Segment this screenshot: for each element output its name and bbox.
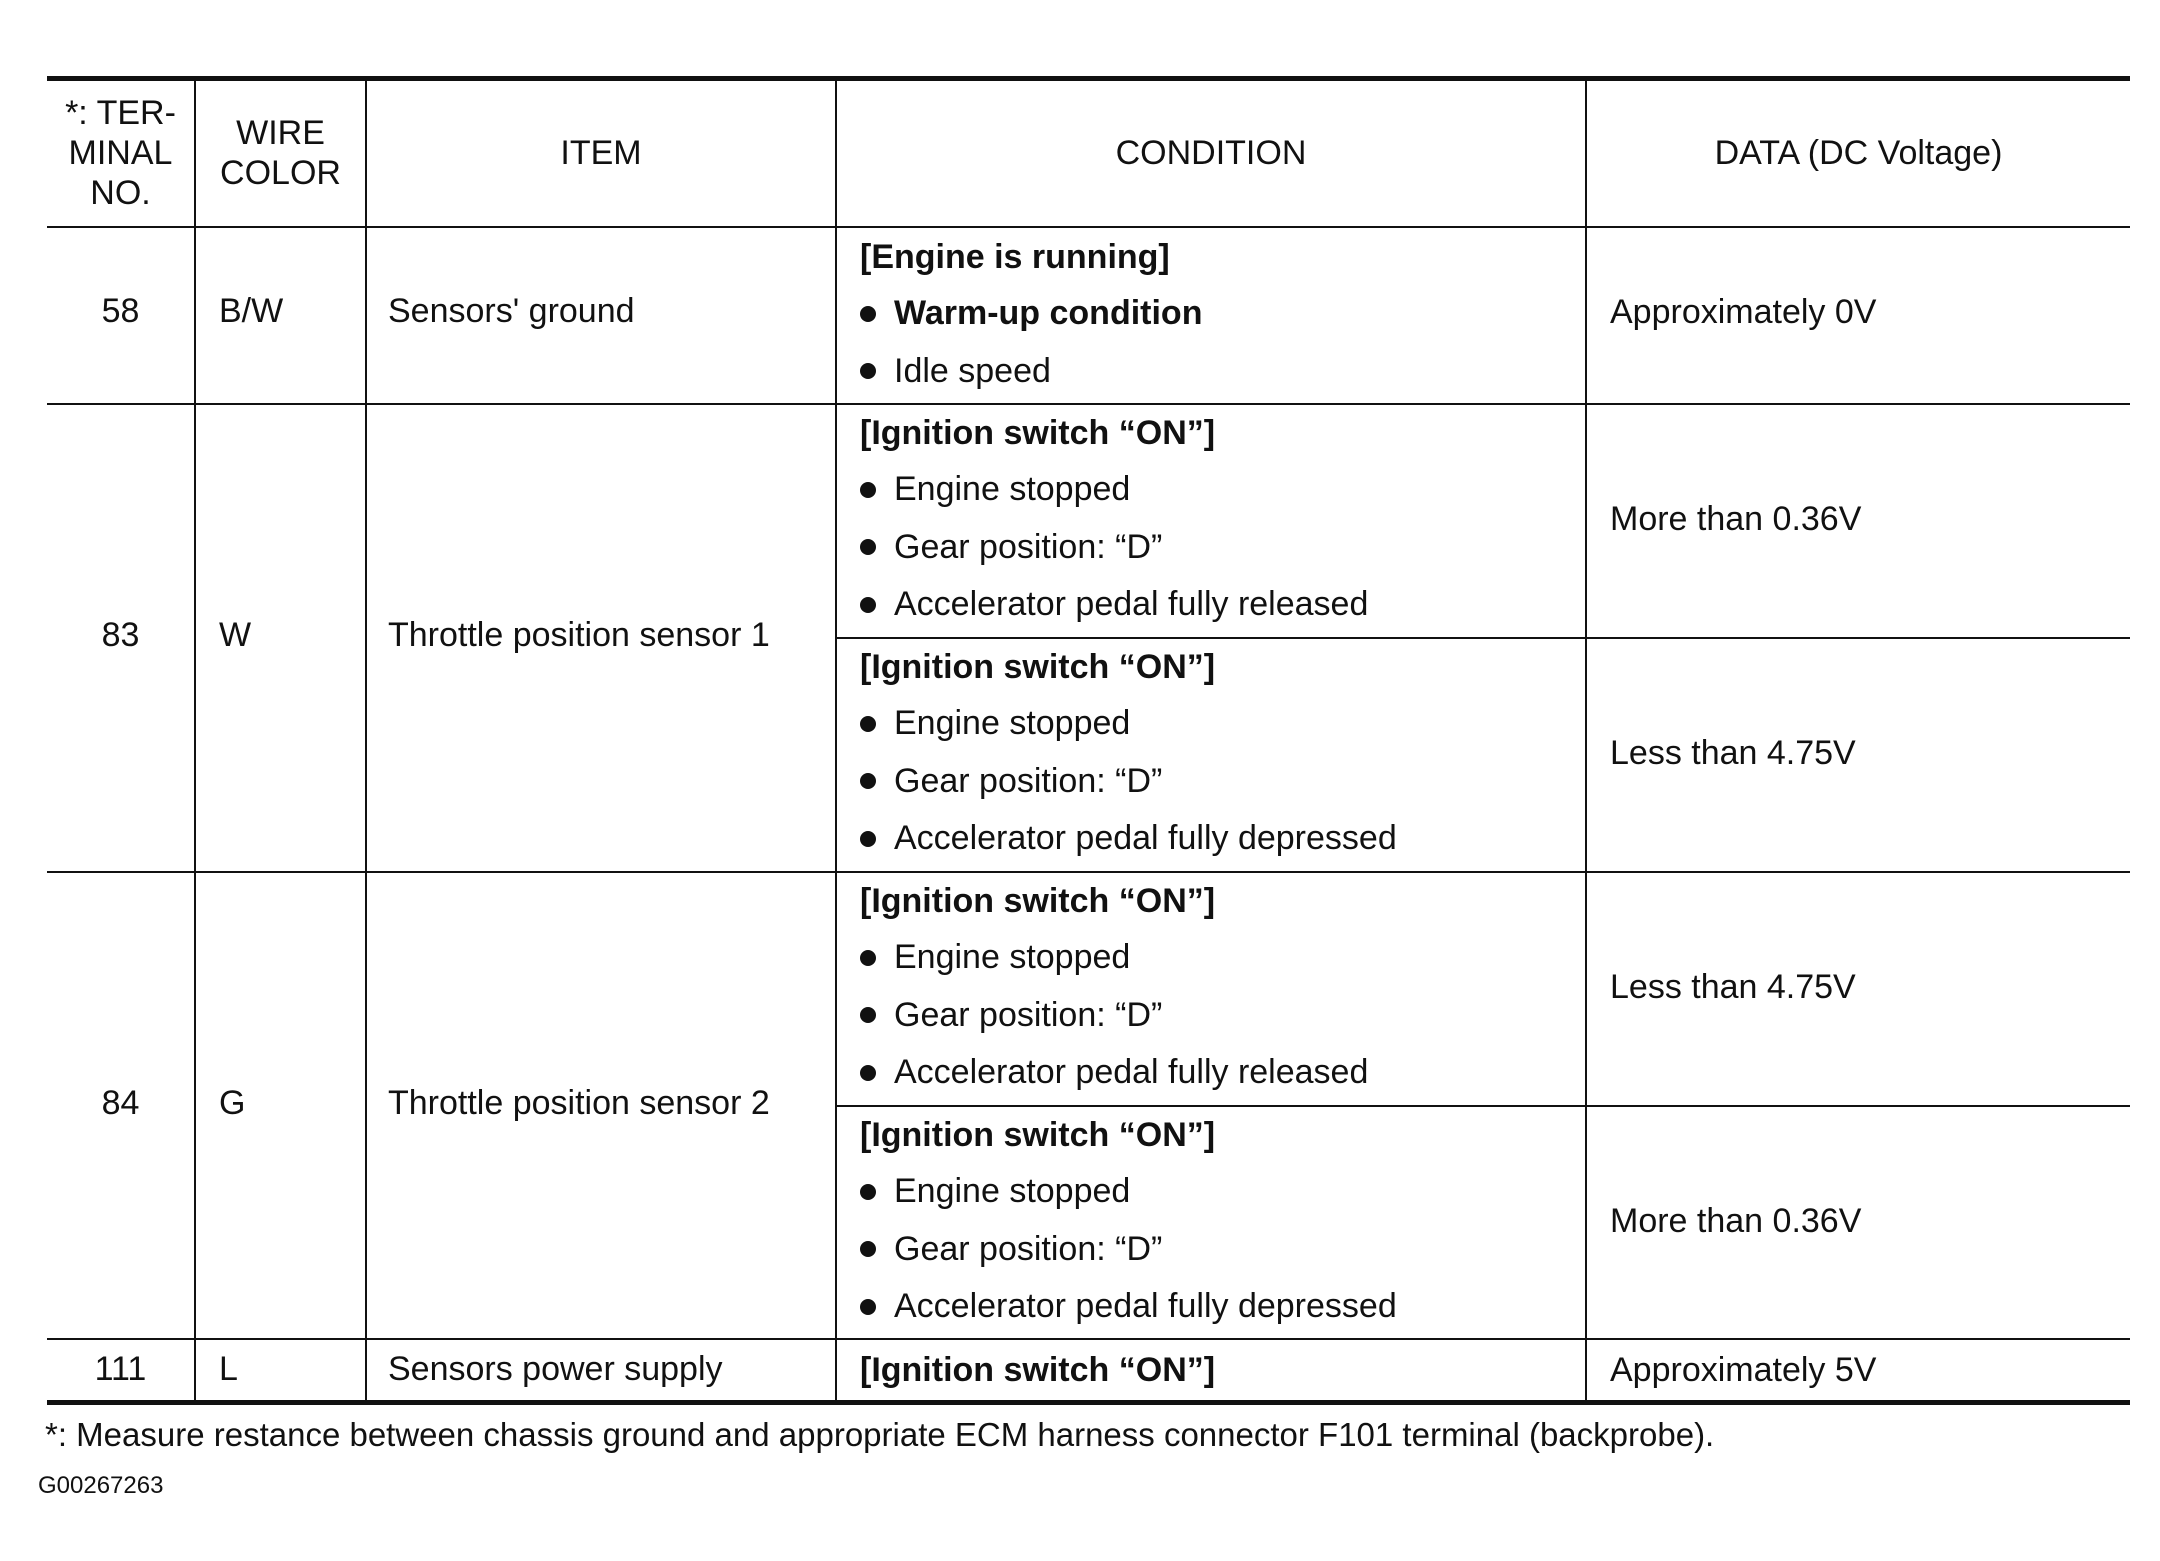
header-terminal-no: *: TER- MINAL NO. — [65, 94, 176, 212]
condition-block — [860, 873, 1580, 1102]
condition-block — [860, 639, 1580, 868]
bullet-icon — [860, 716, 876, 732]
bullet-icon — [860, 363, 876, 379]
bullet-icon — [860, 482, 876, 498]
condition-heading: [Ignition switch “ON”] — [860, 414, 1216, 452]
data-value: Approximately 0V — [1610, 293, 1877, 331]
data-value: Less than 4.75V — [1610, 734, 1856, 772]
condition-bullet: Gear position: “D” — [860, 1221, 1580, 1279]
bullet-icon — [860, 773, 876, 789]
item-text: Sensors' ground — [388, 292, 635, 330]
bullet-icon — [860, 950, 876, 966]
item-text: Throttle position sensor 1 — [388, 616, 770, 654]
condition-heading: [Ignition switch “ON”] — [860, 1116, 1216, 1154]
condition-bullet: Gear position: “D” — [860, 753, 1580, 811]
image-code: G00267263 — [38, 1472, 164, 1499]
bullet-icon — [860, 1065, 876, 1081]
wire-color: W — [219, 616, 252, 654]
wire-color: G — [219, 1084, 246, 1122]
condition-bullet: Accelerator pedal fully released — [860, 576, 1580, 634]
terminal-no: 58 — [101, 292, 140, 330]
condition-bullet: Warm-up condition — [860, 285, 1580, 343]
footnote: *: Measure restance between chassis ground and appropriate ECM harness connector F101 terminal (backprobe). — [45, 1416, 1715, 1453]
item-text: Throttle position sensor 2 — [388, 1084, 770, 1122]
header-item: ITEM — [560, 134, 642, 172]
condition-heading: [Engine is running] — [860, 238, 1170, 276]
bullet-icon — [860, 597, 876, 613]
bullet-icon — [860, 1241, 876, 1257]
terminal-no: 83 — [101, 616, 140, 654]
bullet-icon — [860, 1299, 876, 1315]
condition-block — [860, 229, 1580, 400]
item-text: Sensors power supply — [388, 1350, 723, 1388]
bullet-icon — [860, 539, 876, 555]
header-condition: CONDITION — [1115, 134, 1307, 172]
column-rule — [835, 80, 837, 1402]
data-value: More than 0.36V — [1610, 500, 1862, 538]
column-rule — [194, 80, 196, 1402]
condition-bullet: Accelerator pedal fully released — [860, 1044, 1580, 1102]
condition-bullet: Engine stopped — [860, 461, 1580, 519]
header-data: DATA (DC Voltage) — [1714, 134, 2003, 172]
wire-color: B/W — [219, 292, 284, 330]
bullet-icon — [860, 1184, 876, 1200]
wire-color: L — [219, 1350, 238, 1388]
data-value: Approximately 5V — [1610, 1351, 1877, 1389]
condition-heading: [Ignition switch “ON”] — [860, 648, 1216, 686]
condition-heading: [Ignition switch “ON”] — [860, 882, 1216, 920]
condition-bullet: Engine stopped — [860, 1163, 1580, 1221]
condition-bullet: Idle speed — [860, 343, 1580, 401]
condition-bullet: Accelerator pedal fully depressed — [860, 1278, 1580, 1336]
column-rule — [365, 80, 367, 1402]
bullet-icon — [860, 306, 876, 322]
bullet-icon — [860, 831, 876, 847]
header-bottom-rule — [47, 226, 2130, 228]
condition-bullet: Accelerator pedal fully depressed — [860, 810, 1580, 868]
column-rule — [1585, 80, 1587, 1402]
terminal-no: 111 — [94, 1350, 147, 1388]
condition-block — [860, 405, 1580, 634]
condition-block — [860, 1107, 1580, 1336]
header-wire-color: WIRE COLOR — [220, 114, 341, 192]
data-value: Less than 4.75V — [1610, 968, 1856, 1006]
table-bottom-rule — [47, 1400, 2130, 1405]
condition-bullet: Gear position: “D” — [860, 519, 1580, 577]
terminal-no: 84 — [101, 1084, 140, 1122]
condition-bullet: Engine stopped — [860, 695, 1580, 753]
bullet-icon — [860, 1007, 876, 1023]
condition-block — [860, 1342, 1580, 1398]
data-value: More than 0.36V — [1610, 1202, 1862, 1240]
condition-heading: [Ignition switch “ON”] — [860, 1351, 1216, 1389]
condition-bullet: Gear position: “D” — [860, 987, 1580, 1045]
row-rule — [47, 1338, 2130, 1340]
condition-bullet: Engine stopped — [860, 929, 1580, 987]
